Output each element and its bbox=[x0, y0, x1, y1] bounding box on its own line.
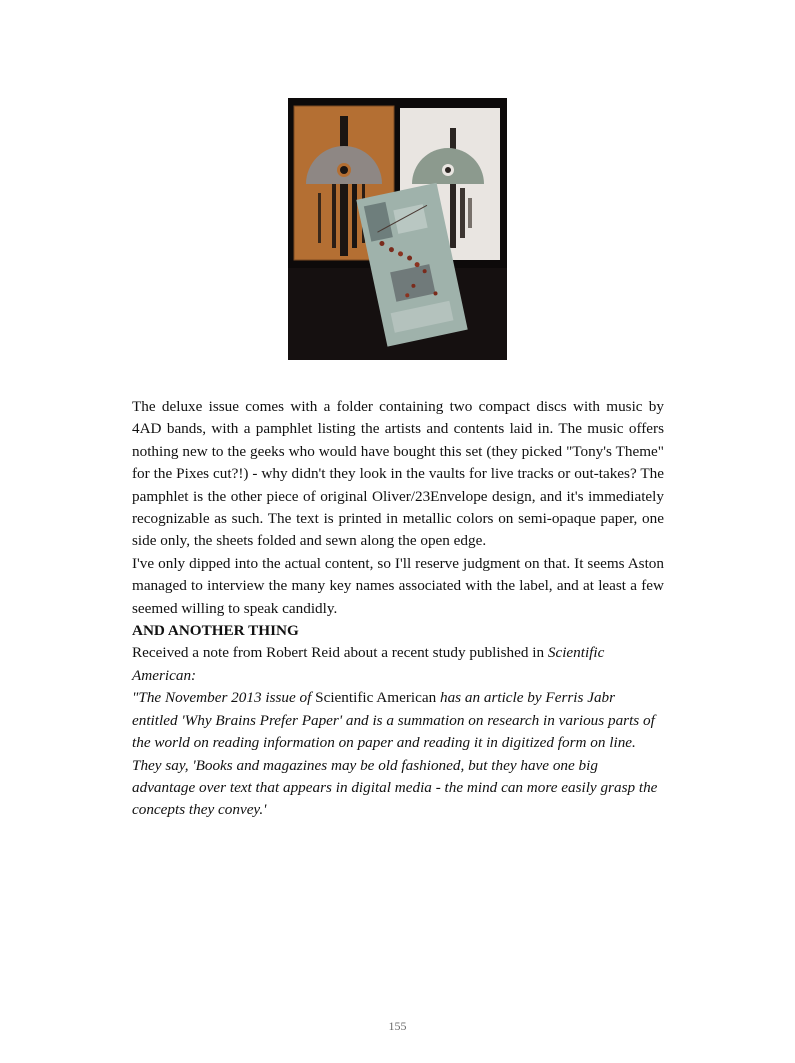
block-quote bbox=[132, 687, 664, 821]
article-body bbox=[132, 396, 664, 822]
cd-folder-photo bbox=[288, 98, 507, 360]
quote-lead: "The November 2013 issue of bbox=[132, 689, 316, 707]
quote-body: has an article by Ferris Jabr entitled 'Why Brains Prefer Paper' and is a summation on research in various parts of the world on reading information on paper and reading it in digitized form on line. They say, 'Books and magazines may be old fashioned, but they have one big advantage over text that appears in digital media - the mind can more easily grasp the concepts they convey.' bbox=[132, 689, 658, 819]
note-text: Received a note from Robert Reid about a recent study published in bbox=[132, 644, 548, 662]
quote-publication: Scientific American bbox=[315, 689, 437, 707]
paragraph-note bbox=[132, 642, 664, 687]
paragraph-deluxe-issue: The deluxe issue comes with a folder containing two compact discs with music by 4AD bands, with a pamphlet listing the artists and contents laid in. The music offers nothing new to the geeks who would have bought this set (they picked "Tony's Theme" for the Pixes cut?!) - why didn't they look in the vaults for live tracks or out-takes? The pamphlet is the other piece of original Oliver/23Envelope design, and it's immediately recognizable as such. The text is printed in metallic colors on semi-opaque paper, one side only, the sheets folded and sewn along the open edge. bbox=[132, 398, 664, 550]
paragraph-content-review: I've only dipped into the actual content, so I'll reserve judgment on that. It seems Aston managed to interview the many key names associated with the label, and at least a few seemed willing to speak candidly. bbox=[132, 554, 664, 617]
page-number: 155 bbox=[388, 1019, 407, 1033]
section-heading: AND ANOTHER THING bbox=[132, 622, 299, 640]
publication-name: Scientific American: bbox=[132, 644, 605, 684]
